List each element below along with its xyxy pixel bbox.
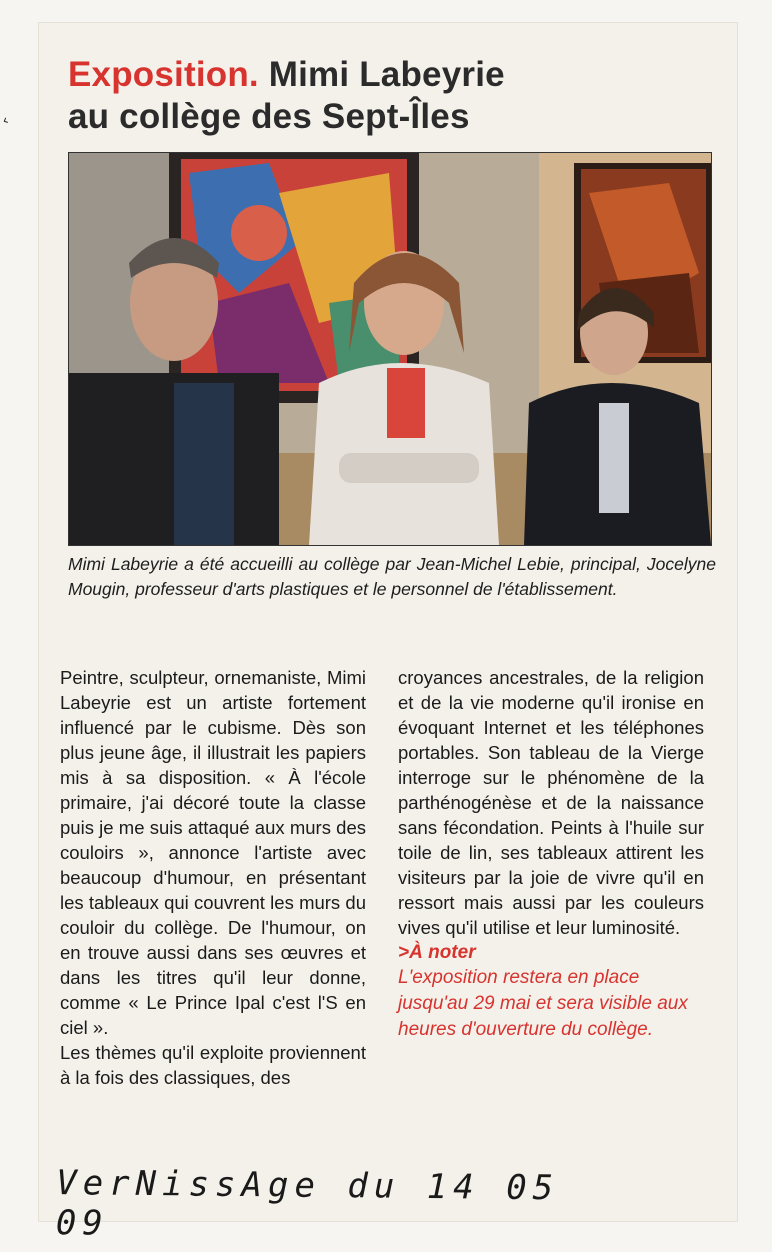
article-photo	[68, 152, 712, 546]
paragraph: Les thèmes qu'il exploite proviennent à la fois des classiques, des	[60, 1042, 366, 1088]
article-column-left	[60, 665, 366, 1090]
headline-title-line1: Mimi Labeyrie	[268, 55, 505, 94]
headline-kicker: Exposition.	[68, 55, 259, 94]
photo-illustration	[69, 153, 711, 545]
photo-caption: Mimi Labeyrie a été accueilli au collège par Jean-Michel Lebie, principal, Jocelyne Mougin, professeur d'arts plastiques et le personnel de l'établissement.	[68, 554, 716, 599]
paragraph: croyances ancestrales, de la religion et de la vie moderne qu'il ironise en évoquant Internet et les téléphones portables. Son tableau de la Vierge interroge sur le phénomène de la parthénogénèse et de la naissance sans fécondation. Peints à l'huile sur toile de lin, ses tableaux attirent les visiteurs par la joie de vivre qu'il en ressort mais aussi par les couleurs vives qu'il utilise et leur luminosité.	[398, 667, 704, 938]
note-body: L'exposition restera en place jusqu'au 29 mai et sera visible aux heures d'ouverture du collège.	[398, 967, 688, 1040]
handwritten-annotation: VerNissAge du 14 05 09	[55, 1163, 560, 1244]
article-column-right	[398, 665, 704, 1043]
paragraph: Peintre, sculpteur, ornemaniste, Mimi Labeyrie est un artiste fortement influencé par le cubisme. Dès son plus jeune âge, il illustrait les papiers mis à sa disposition. « À l'école primaire, j'ai décoré toute la classe puis je me suis attaqué aux murs des couloirs », annonce l'artiste avec beaucoup d'humour, en présentant les tableaux qui couvrent les murs du couloir du collège. De l'humour, on en trouve aussi dans ses œuvres et dans les titres qu'il leur donne, comme « Le Prince Ipal c'est l'S en ciel ».	[60, 667, 366, 1038]
scan-mark: ‹	[0, 112, 12, 130]
headline-title-line2: au collège des Sept-Îles	[68, 97, 470, 136]
note-heading: >À noter	[398, 942, 476, 963]
article-headline	[68, 54, 728, 138]
